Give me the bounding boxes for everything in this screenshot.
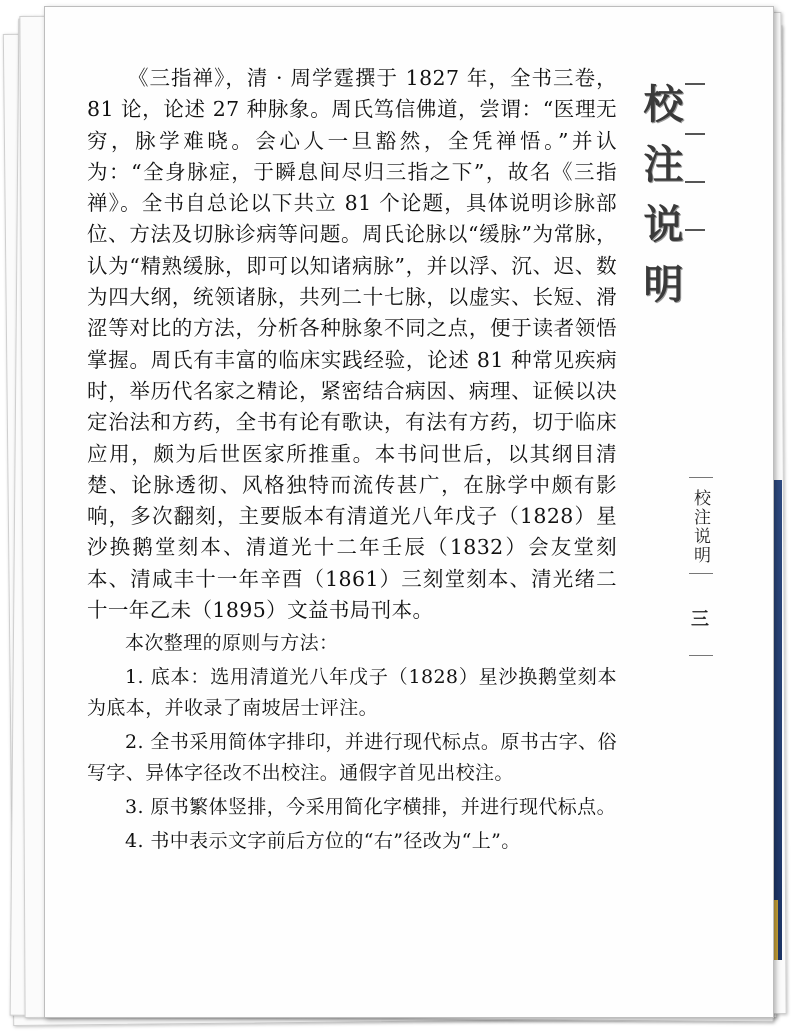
main-text <box>87 63 617 860</box>
title-dash-decoration <box>685 83 707 273</box>
chapter-title: 校注说明 <box>637 83 684 323</box>
principles-section <box>87 628 617 857</box>
running-head-rule <box>689 573 713 574</box>
running-head-rule <box>689 477 713 478</box>
page-number: 三 <box>691 609 709 630</box>
section-intro: 本次整理的原则与方法： <box>125 632 339 655</box>
document-page <box>44 6 774 1018</box>
running-head: 校注说明 <box>690 489 710 565</box>
list-item: 2. 全书采用简体字排印，并进行现代标点。原书古字、俗写字、异体字径改不出校注。通假字首见出校注。 <box>87 731 617 785</box>
intro-paragraph: 《三指禅》，清 · 周学霆撰于 1827 年，全书三卷，81 论，论述 27 种脉象。周氏笃信佛道，尝谓：“医理无穷，脉学难晓。会心人一旦豁然，全凭禅悟。”并认为：“全身脉症，于瞬息间尽归三指之下”，故名《三指禅》。全书自总论以下共立 81 个论题，具体说明诊脉部位、方法及切脉诊病等问题。周氏论脉以“缓脉”为常脉，认为“精熟缓脉，即可以知诸病脉”，并以浮、沉、迟、数为四大纲，统领诸脉，共列二十七脉，以虚实、长短、滑涩等对比的方法，分析各种脉象不同之点，便于读者领悟掌握。周氏有丰富的临床实践经验，论述 81 种常见疾病时，举历代名家之精论，紧密结合病因、病理、证候以决定治法和方药，全书有论有歌诀，有法有方药，切于临床应用，颇为后世医家所推重。本书问世后，以其纲目清楚、论脉透彻、风格独特而流传甚广，在脉学中颇有影响，多次翻刻，主要版本有清道光八年戊子（1828）星沙换鹅堂刻本、清道光十二年壬辰（1832）会友堂刻本、清咸丰十一年辛酉（1861）三刻堂刻本、清光绪二十一年乙未（1895）文益书局刊本。 <box>87 66 617 623</box>
running-head-rule <box>689 655 713 656</box>
list-item: 1. 底本：选用清道光八年戊子（1828）星沙换鹅堂刻本为底本，并收录了南坡居士评注。 <box>87 666 617 720</box>
book-cover-edge <box>774 480 782 960</box>
list-item: 3. 原书繁体竖排，今采用简化字横排，并进行现代标点。 <box>125 796 616 819</box>
list-item: 4. 书中表示文字前后方位的“右”径改为“上”。 <box>125 830 521 853</box>
